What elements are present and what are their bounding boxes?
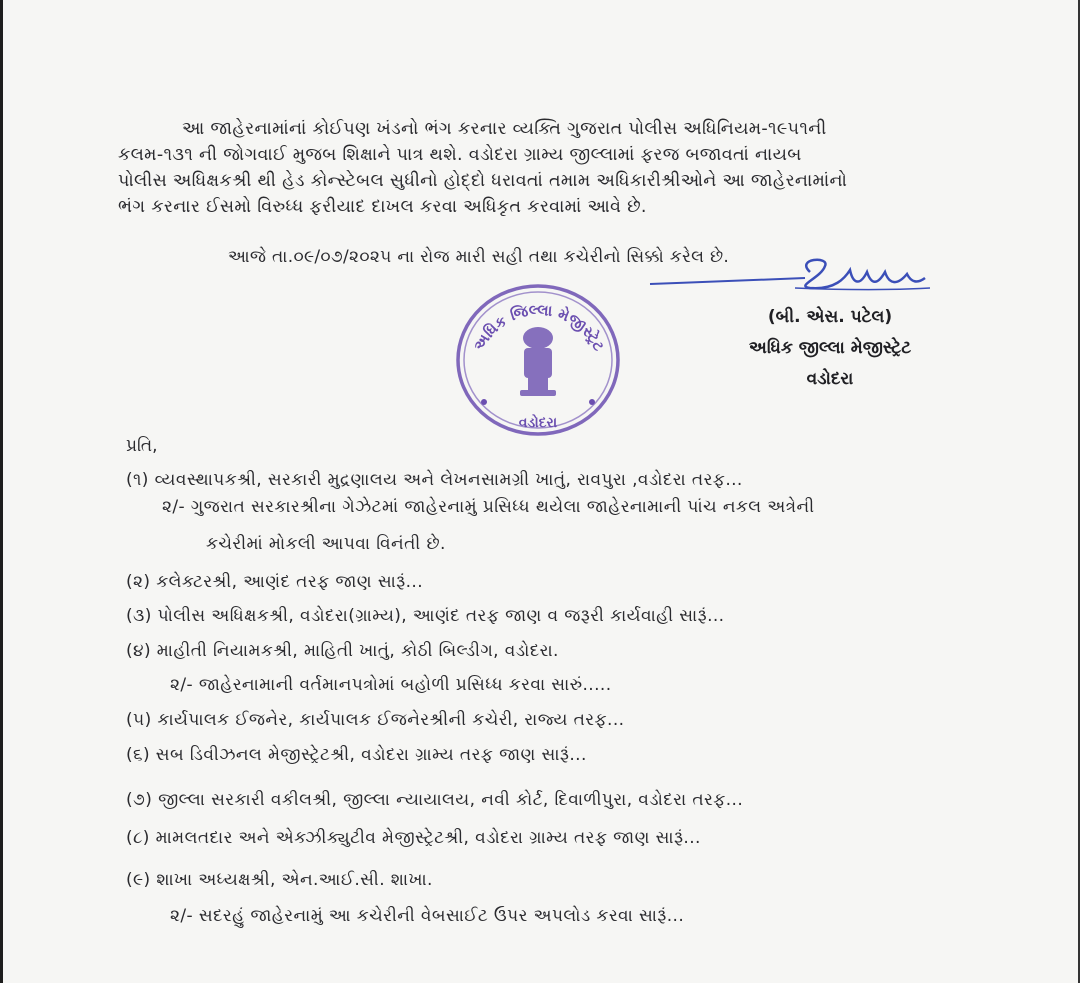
recipient-line: (૩) પોલીસ અધિક્ષકશ્રી, વડોદરા(ગ્રામ્ય), આણંદ તરફ જાણ વ જરૂરી કાર્યવાહી સારૂં... (126, 606, 725, 626)
recipients-heading: પ્રતિ, (126, 436, 158, 456)
signatory-block (720, 302, 940, 395)
seal-top-text: અધિક જિલ્લા મેજીસ્ટ્રેટ (469, 300, 609, 354)
date-line: આજે તા.૦૯/૦૭/૨૦૨૫ ના રોજ મારી સહી તથા કચેરીનો સિક્કો કરેલ છે. (228, 247, 730, 267)
paragraph-line: ભંગ કરનાર ઈસમો વિરુધ્ધ ફરીયાદ દાખલ કરવા અધિકૃત કરવામાં આવે છે. (118, 197, 647, 217)
office-seal-icon (448, 276, 628, 441)
recipient-line: (૯) શાખા અધ્યક્ષશ્રી, એન.આઈ.સી. શાખા. (126, 870, 433, 890)
recipient-line: (૮) મામલતદાર અને એક્ઝીક્યુટીવ મેજીસ્ટ્રેટશ્રી, વડોદરા ગ્રામ્ય તરફ જાણ સારૂં... (126, 828, 701, 848)
recipient-line: (૪) માહીતી નિયામકશ્રી, માહિતી ખાતું, કોઠી બિલ્ડીગ, વડોદરા. (126, 641, 559, 661)
recipient-line: ૨/- જાહેરનામાની વર્તમાનપત્રોમાં બહોળી પ્રસિધ્ધ કરવા સારું..... (170, 675, 612, 695)
recipient-line: ૨/- સદરહું જાહેરનામું આ કચેરીની વેબસાઈટ ઉપર અપલોડ કરવા સારૂં... (170, 906, 685, 926)
signature-icon (645, 248, 935, 308)
recipient-line: (૨) કલેક્ટરશ્રી, આણંદ તરફ જાણ સારૂં... (126, 572, 424, 592)
recipient-line: (૭) જીલ્લા સરકારી વકીલશ્રી, જીલ્લા ન્યાયાલય, નવી કોર્ટ, દિવાળીપુરા, વડોદરા તરફ... (126, 790, 744, 810)
recipient-line: ૨/- ગુજરાત સરકારશ્રીના ગેઝેટમાં જાહેરનામું પ્રસિધ્ધ થયેલા જાહેરનામાની પાંચ નકલ અત્રેની (162, 497, 815, 517)
paragraph-line: પોલીસ અધિક્ષકશ્રી થી હેડ કોન્સ્ટેબલ સુધીનો હોદ્દો ધરાવતાં તમામ અધિકારીશ્રીઓને આ જાહેરનામાંનો (118, 171, 848, 191)
recipient-line: (૧) વ્યવસ્થાપકશ્રી, સરકારી મુદ્રણાલય અને લેખનસામગ્રી ખાતું, રાવપુરા ,વડોદરા તરફ... (126, 470, 743, 490)
body-paragraph (118, 116, 918, 220)
recipient-line: (૬) સબ ડિવીઝનલ મેજીસ્ટ્રેટશ્રી, વડોદરા ગ્રામ્ય તરફ જાણ સારૂં... (126, 745, 587, 765)
signatory-name: (બી. એસ. પટેલ) (767, 307, 893, 327)
recipient-line: (૫) કાર્યપાલક ઈજનેર, કાર્યપાલક ઈજનેરશ્રીની કચેરી, રાજ્ય તરફ... (126, 710, 625, 730)
seal-bottom-text: વડોદરા (518, 415, 558, 431)
paragraph-line: કલમ-૧૩૧ ની જોગવાઈ મુજબ શિક્ષાને પાત્ર થશે. વડોદરા ગ્રામ્ય જીલ્લામાં ફરજ બજાવતાં નાયબ (118, 145, 802, 165)
signatory-place: વડોદરા (806, 369, 854, 389)
page-edge-left (0, 0, 3, 983)
recipient-line: કચેરીમાં મોકલી આપવા વિનંતી છે. (206, 534, 446, 554)
signatory-designation: અધિક જીલ્લા મેજીસ્ટ્રેટ (748, 338, 912, 358)
paragraph-line: આ જાહેરનામાંનાં કોઈપણ ખંડનો ભંગ કરનાર વ્યક્તિ ગુજરાત પોલીસ અધિનિયમ-૧૯૫૧ની (182, 119, 827, 139)
